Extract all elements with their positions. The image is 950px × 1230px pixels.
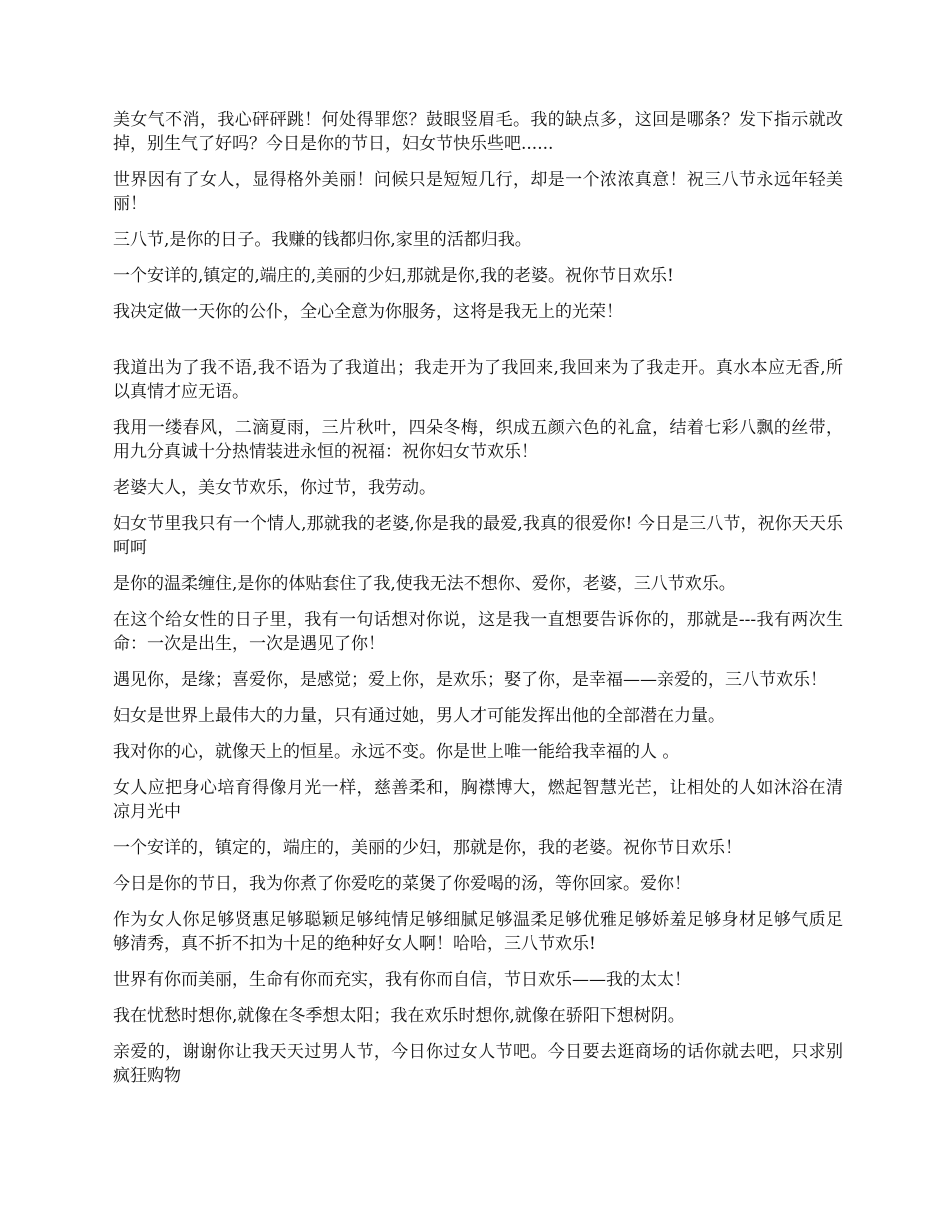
paragraph-7: 我用一缕春风，二滴夏雨，三片秋叶，四朵冬梅，织成五颜六色的礼盒，结着七彩八飘的丝带，用九分真诚十分热情装进永恒的祝福：祝你妇女节欢乐！	[113, 418, 843, 462]
paragraph-11: 在这个给女性的日子里，我有一句话想对你说，这是我一直想要告诉你的，那就是---我有两次生命：一次是出生，一次是遇见了你！	[113, 610, 843, 654]
paragraph-3: 三八节,是你的日子。我赚的钱都归你,家里的活都归我。	[113, 230, 532, 250]
paragraph-16: 一个安详的，镇定的，端庄的，美丽的少妇，那就是你，我的老婆。祝你节日欢乐！	[113, 838, 742, 858]
paragraph-6: 我道出为了我不语,我不语为了我道出；我走开为了我回来,我回来为了我走开。真水本应无香,所以真情才应无语。	[113, 358, 843, 402]
paragraph-8: 老婆大人，美女节欢乐，你过节，我劳动。	[113, 478, 436, 498]
paragraph-18: 作为女人你足够贤惠足够聪颖足够纯情足够细腻足够温柔足够优雅足够娇羞足够身材足够气质足够清秀，真不折不扣为十足的绝种好女人啊！哈哈，三八节欢乐!	[113, 910, 843, 954]
document-body	[113, 108, 843, 1100]
paragraph-14: 我对你的心，就像天上的恒星。永远不变。你是世上唯一能给我幸福的人 。	[113, 742, 680, 762]
paragraph-10: 是你的温柔缠住,是你的体贴套住了我,使我无法不想你、爱你，老婆，三八节欢乐。	[113, 574, 736, 594]
paragraph-5: 我决定做一天你的公仆，全心全意为你服务，这将是我无上的光荣！	[113, 302, 623, 322]
paragraph-9: 妇女节里我只有一个情人,那就我的老婆,你是我的最爱,我真的很爱你! 今日是三八节，祝你天天乐呵呵	[113, 514, 843, 558]
paragraph-21: 亲爱的，谢谢你让我天天过男人节，今日你过女人节吧。今日要去逛商场的话你就去吧，只求别疯狂购物	[113, 1042, 843, 1086]
paragraph-19: 世界有你而美丽，生命有你而充实，我有你而自信，节日欢乐——我的太太！	[113, 970, 691, 990]
paragraph-20: 我在忧愁时想你,就像在冬季想太阳；我在欢乐时想你,就像在骄阳下想树阴。	[113, 1006, 685, 1026]
paragraph-1: 美女气不消，我心砰砰跳！何处得罪您？鼓眼竖眉毛。我的缺点多，这回是哪条？发下指示就改掉，别生气了好吗？今日是你的节日，妇女节快乐些吧......	[113, 110, 843, 154]
paragraph-12: 遇见你，是缘；喜爱你，是感觉；爱上你，是欢乐；娶了你，是幸福——亲爱的，三八节欢乐！	[113, 670, 827, 690]
paragraph-4: 一个安详的,镇定的,端庄的,美丽的少妇,那就是你,我的老婆。祝你节日欢乐!	[113, 266, 674, 286]
paragraph-15: 女人应把身心培育得像月光一样，慈善柔和，胸襟博大，燃起智慧光芒，让相处的人如沐浴在清凉月光中	[113, 778, 843, 822]
paragraph-17: 今日是你的节日，我为你煮了你爱吃的菜煲了你爱喝的汤，等你回家。爱你！	[113, 874, 691, 894]
paragraph-2: 世界因有了女人，显得格外美丽！问候只是短短几行，却是一个浓浓真意！祝三八节永远年轻美丽！	[113, 170, 843, 214]
paragraph-13: 妇女是世界上最伟大的力量，只有通过她，男人才可能发挥出他的全部潜在力量。	[113, 706, 725, 726]
